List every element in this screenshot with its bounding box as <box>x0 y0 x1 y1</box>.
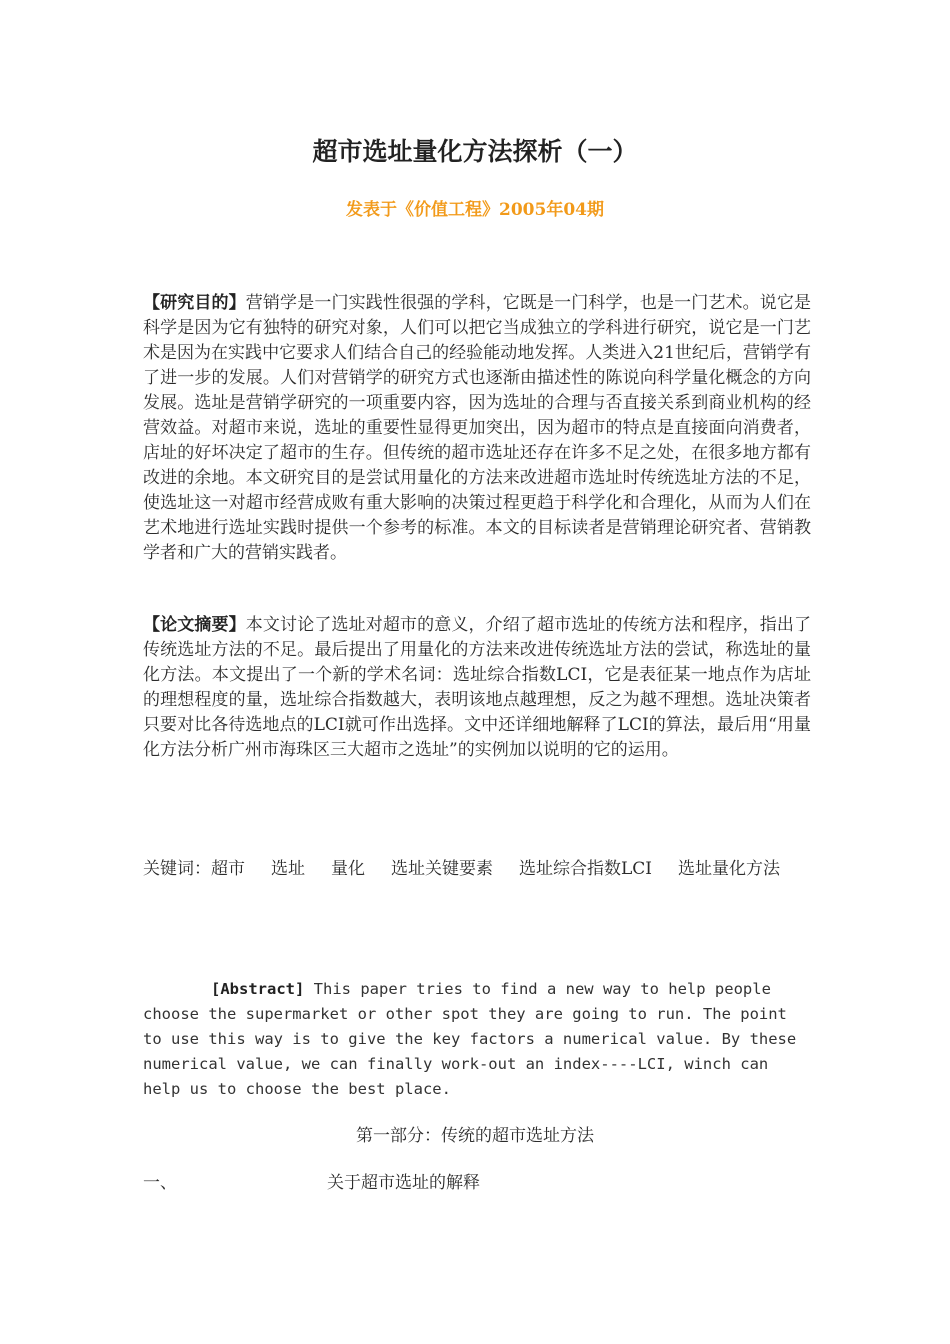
abstract-text: This paper tries to find a new way to help people choose the supermarket or other spot they are going to run. The point to use this way is to give the key factors a numerical value. By these numerical value, we can finally work-out an index----LCI, winch can help us to choose the best place. <box>143 980 797 1098</box>
section-heading-part1: 第一部分：传统的超市选址方法 <box>356 1126 594 1146</box>
keyword-item: 量化 <box>331 859 365 879</box>
subsection-title: 关于超市选址的解释 <box>327 1173 480 1193</box>
keywords-line <box>143 857 811 882</box>
paper-summary-text: 本文讨论了选址对超市的意义，介绍了超市选址的传统方法和程序，指出了传统选址方法的不足。最后提出了用量化的方法来改进传统选址方法的尝试，称选址的量化方法。本文提出了一个新的学术名词：选址综合指数LCI，它是表征某一地点作为店址的理想程度的量，选址综合指数越大，表明该地点越理想，反之为越不理想。选址决策者只要对比各待选地点的LCI就可作出选择。文中还详细地解释了LCI的算法，最后用“用量化方法分析广州市海珠区三大超市之选址”的实例加以说明的它的运用。 <box>143 615 812 760</box>
keyword-item: 选址关键要素 <box>391 859 493 879</box>
keyword-item: 选址量化方法 <box>678 859 781 879</box>
research-purpose-text: 营销学是一门实践性很强的学科，它既是一门科学，也是一门艺术。说它是科学是因为它有独特的研究对象，人们可以把它当成独立的学科进行研究，说它是一门艺术是因为在实践中它要求人们结合自己的经验能动地发挥。人类进入21世纪后，营销学有了进一步的发展。人们对营销学的研究方式也逐渐由描述性的陈说向科学量化概念的方向发展。选址是营销学研究的一项重要内容，因为选址的合理与否直接关系到商业机构的经营效益。对超市来说，选址的重要性显得更加突出，因为超市的特点是直接面向消费者，店址的好坏决定了超市的生存。但传统的超市选址还存在许多不足之处，在很多地方都有改进的余地。本文研究目的是尝试用量化的方法来改进超市选址时传统选址方法的不足，使选址这一对超市经营成败有重大影响的决策过程更趋于科学化和合理化，从而为人们在艺术地进行选址实践时提供一个参考的标准。本文的目标读者是营销理论研究者、营销教学者和广大的营销实践者。 <box>143 293 812 563</box>
research-purpose-label: 【研究目的】 <box>143 293 246 313</box>
research-purpose-paragraph <box>143 291 811 566</box>
document-title: 超市选址量化方法探析（一） <box>312 137 638 166</box>
subsection-number: 一、 <box>143 1173 177 1193</box>
keyword-item: 选址 <box>271 859 305 879</box>
keyword-item: 选址综合指数LCI <box>519 859 653 879</box>
keyword-item: 超市 <box>211 859 245 879</box>
english-abstract <box>143 977 811 1102</box>
keywords-label: 关键词： <box>143 859 211 879</box>
paper-summary-label: 【论文摘要】 <box>143 615 246 635</box>
paper-summary-paragraph <box>143 613 811 763</box>
subsection-heading-1 <box>143 1170 480 1196</box>
publication-source: 发表于《价值工程》2005年04期 <box>346 200 604 220</box>
abstract-label: [Abstract] <box>211 980 305 998</box>
